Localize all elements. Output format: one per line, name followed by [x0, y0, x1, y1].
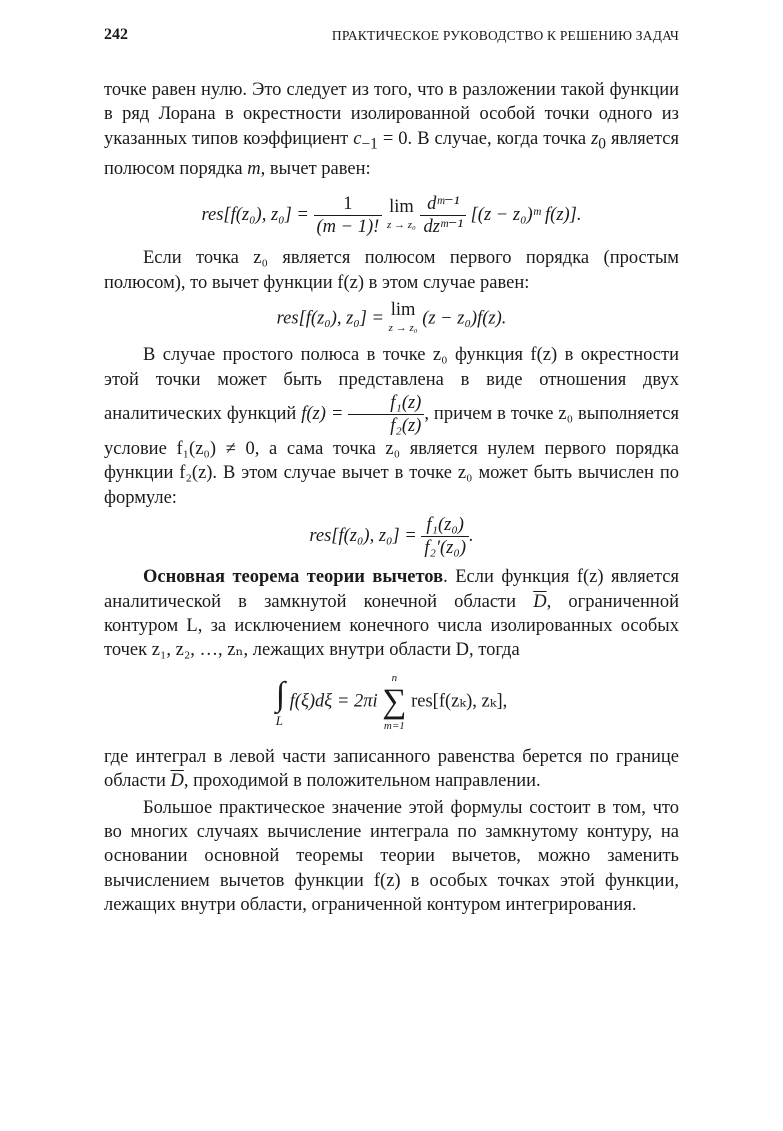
summation-sign: n ∑ m=1: [382, 671, 407, 732]
limit-operator: lim z → z₀: [386, 196, 416, 231]
formula-residue-simple-pole: res[f(z₀), z₀] = lim z → z₀ (z − z₀)f(z).: [104, 301, 679, 337]
paragraph-simple-pole: Если точка z₀ является полюсом первого порядка (простым полюсом), то вычет функции f(z) в этом случае равен:: [104, 248, 679, 293]
page-body: [104, 78, 679, 918]
paragraph-practical-value: Большое практическое значение этой формулы состоит в том, что во многих случаях вычисление интеграла по замкнутому контуру, на основании основной теоремы теории вычетов, можно заменить вычислением вычетов функции f(z) в особых точках этой функции, лежащих внутри области, ограниченной контуром интегрирования.: [104, 797, 679, 916]
fraction-f1-over-f2-prime: $\frac{\text{f₁(z₀)}}{\text{f₂′(z₀)}}$: [421, 514, 469, 559]
theorem-title: Основная теорема теории вычетов: [143, 567, 444, 588]
fraction-f1-f2: $\frac{\text{f₁(z)}}{\text{f₂(z)}}$: [348, 392, 424, 437]
paragraph-integral-note: где интеграл в левой части записанного равенства берется по границе области $\overline{D}$, проходимой в положительном направлении.: [104, 746, 679, 792]
limit-operator: lim z → z₀: [388, 300, 418, 335]
page-number: 242: [104, 26, 128, 43]
page-header: [104, 26, 679, 48]
paragraph-ratio: В случае простого полюса в точке z₀ функция f(z) в окрестности этой точки может быть представлена в виде отношения двух аналитических функций f(z) = $\frac{\text{f₁(z)}}{\text{f₂(z)}}$ , причем в точке z₀ выполняется условие f₁(z₀) ≠ 0, а сама точка z₀ является нулем первого порядка функции f₂(z). В этом случае вычет в точке z₀ может быть вычислен по формуле:: [104, 345, 679, 508]
paragraph-intro: точке равен нулю. Это следует из того, что в разложении такой функции в ряд Лорана в окрестности изолированной особой точки одного из указанных типов коэффициент $c_{-1} = 0$. В случае, когда точка $z_0$ является полюсом порядка m, вычет равен:: [104, 80, 680, 179]
integral-sign: ∫ L: [275, 675, 286, 728]
fraction-derivative: dᵐ⁻¹ dzᵐ⁻¹: [420, 193, 465, 238]
paragraph-theorem: Основная теорема теории вычетов. Если функция f(z) является аналитической в замкнутой конечной области $\overline{D}$, ограниченной контуром L, за исключением конечного числа изолированных особых точек z₁, z₂, …, zₙ, лежащих внутри области D, тогда: [104, 567, 680, 661]
formula-residue-theorem: ∫ L f(ξ)dξ = 2πi n ∑ m=1 res[f(zₖ), zₖ],: [275, 671, 508, 732]
fraction-factorial: $\frac{1}{(m - 1)!}$: [314, 193, 383, 238]
running-title: ПРАКТИЧЕСКОЕ РУКОВОДСТВО К РЕШЕНИЮ ЗАДАЧ: [331, 28, 679, 43]
formula-residue-ratio: res[f(z₀), z₀] = $\frac{\text{f₁(z₀)}}{\text{f₂′(z₀)}}$ .: [309, 515, 474, 559]
formula-residue-order-m: res[f(z₀), z₀] = $\frac{1}{(m - 1)!}$ lim z → z₀ dᵐ⁻¹ dzᵐ⁻¹ [(z − z₀)ᵐ f(z)].: [201, 194, 582, 238]
